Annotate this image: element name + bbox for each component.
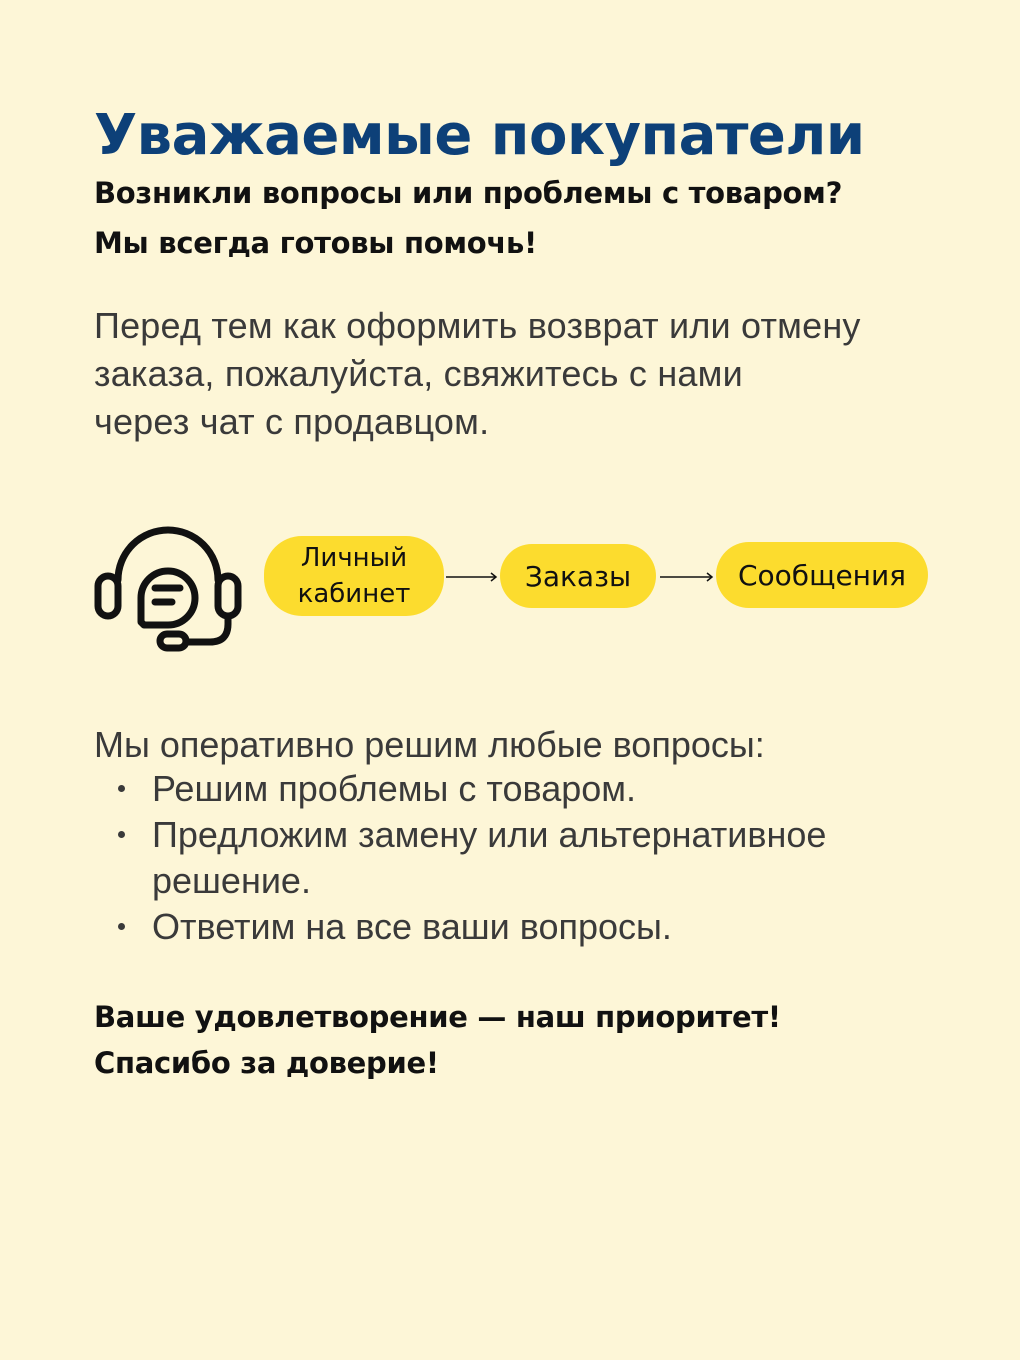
arrow-right-icon xyxy=(660,570,714,584)
bullet-icon xyxy=(118,766,128,812)
closing-line: Спасибо за доверие! xyxy=(94,1046,439,1080)
step-label: кабинет xyxy=(297,579,411,609)
intro-line: заказа, пожалуйста, свяжитесь с нами xyxy=(94,353,743,394)
arrow-right-icon xyxy=(446,570,498,584)
step-label: Сообщения xyxy=(737,558,907,592)
subtitle-line: Возникли вопросы или проблемы с товаром? xyxy=(94,176,843,210)
closing-line: Ваше удовлетворение — наш приоритет! xyxy=(94,1000,781,1034)
benefits-heading: Мы оперативно решим любые вопросы: xyxy=(94,724,765,765)
subtitle-line: Мы всегда готовы помочь! xyxy=(94,226,537,260)
list-item-text: Решим проблемы с товаром. xyxy=(152,768,637,809)
headset-chat-icon xyxy=(92,510,244,652)
list-item xyxy=(94,904,826,950)
subtitle xyxy=(94,168,842,268)
step-label: Личный xyxy=(300,543,408,573)
list-item-text: Ответим на все ваши вопросы. xyxy=(152,906,672,947)
intro-line: через чат с продавцом. xyxy=(94,401,490,442)
step-orders xyxy=(500,544,656,608)
bullet-icon xyxy=(118,812,128,858)
closing-text xyxy=(94,994,781,1086)
list-item xyxy=(94,812,826,904)
list-item-text: решение. xyxy=(152,860,311,901)
list-item xyxy=(94,766,826,812)
step-personal-account xyxy=(264,536,444,616)
step-label: Заказы xyxy=(524,559,632,593)
intro-line: Перед тем как оформить возврат или отмену xyxy=(94,305,861,346)
list-item-text: Предложим замену или альтернативное xyxy=(152,814,827,855)
step-messages xyxy=(716,542,928,608)
bullet-icon xyxy=(118,904,128,950)
page-title: Уважаемые покупатели xyxy=(94,103,865,168)
intro-text xyxy=(94,302,861,446)
benefits-list xyxy=(94,766,826,950)
